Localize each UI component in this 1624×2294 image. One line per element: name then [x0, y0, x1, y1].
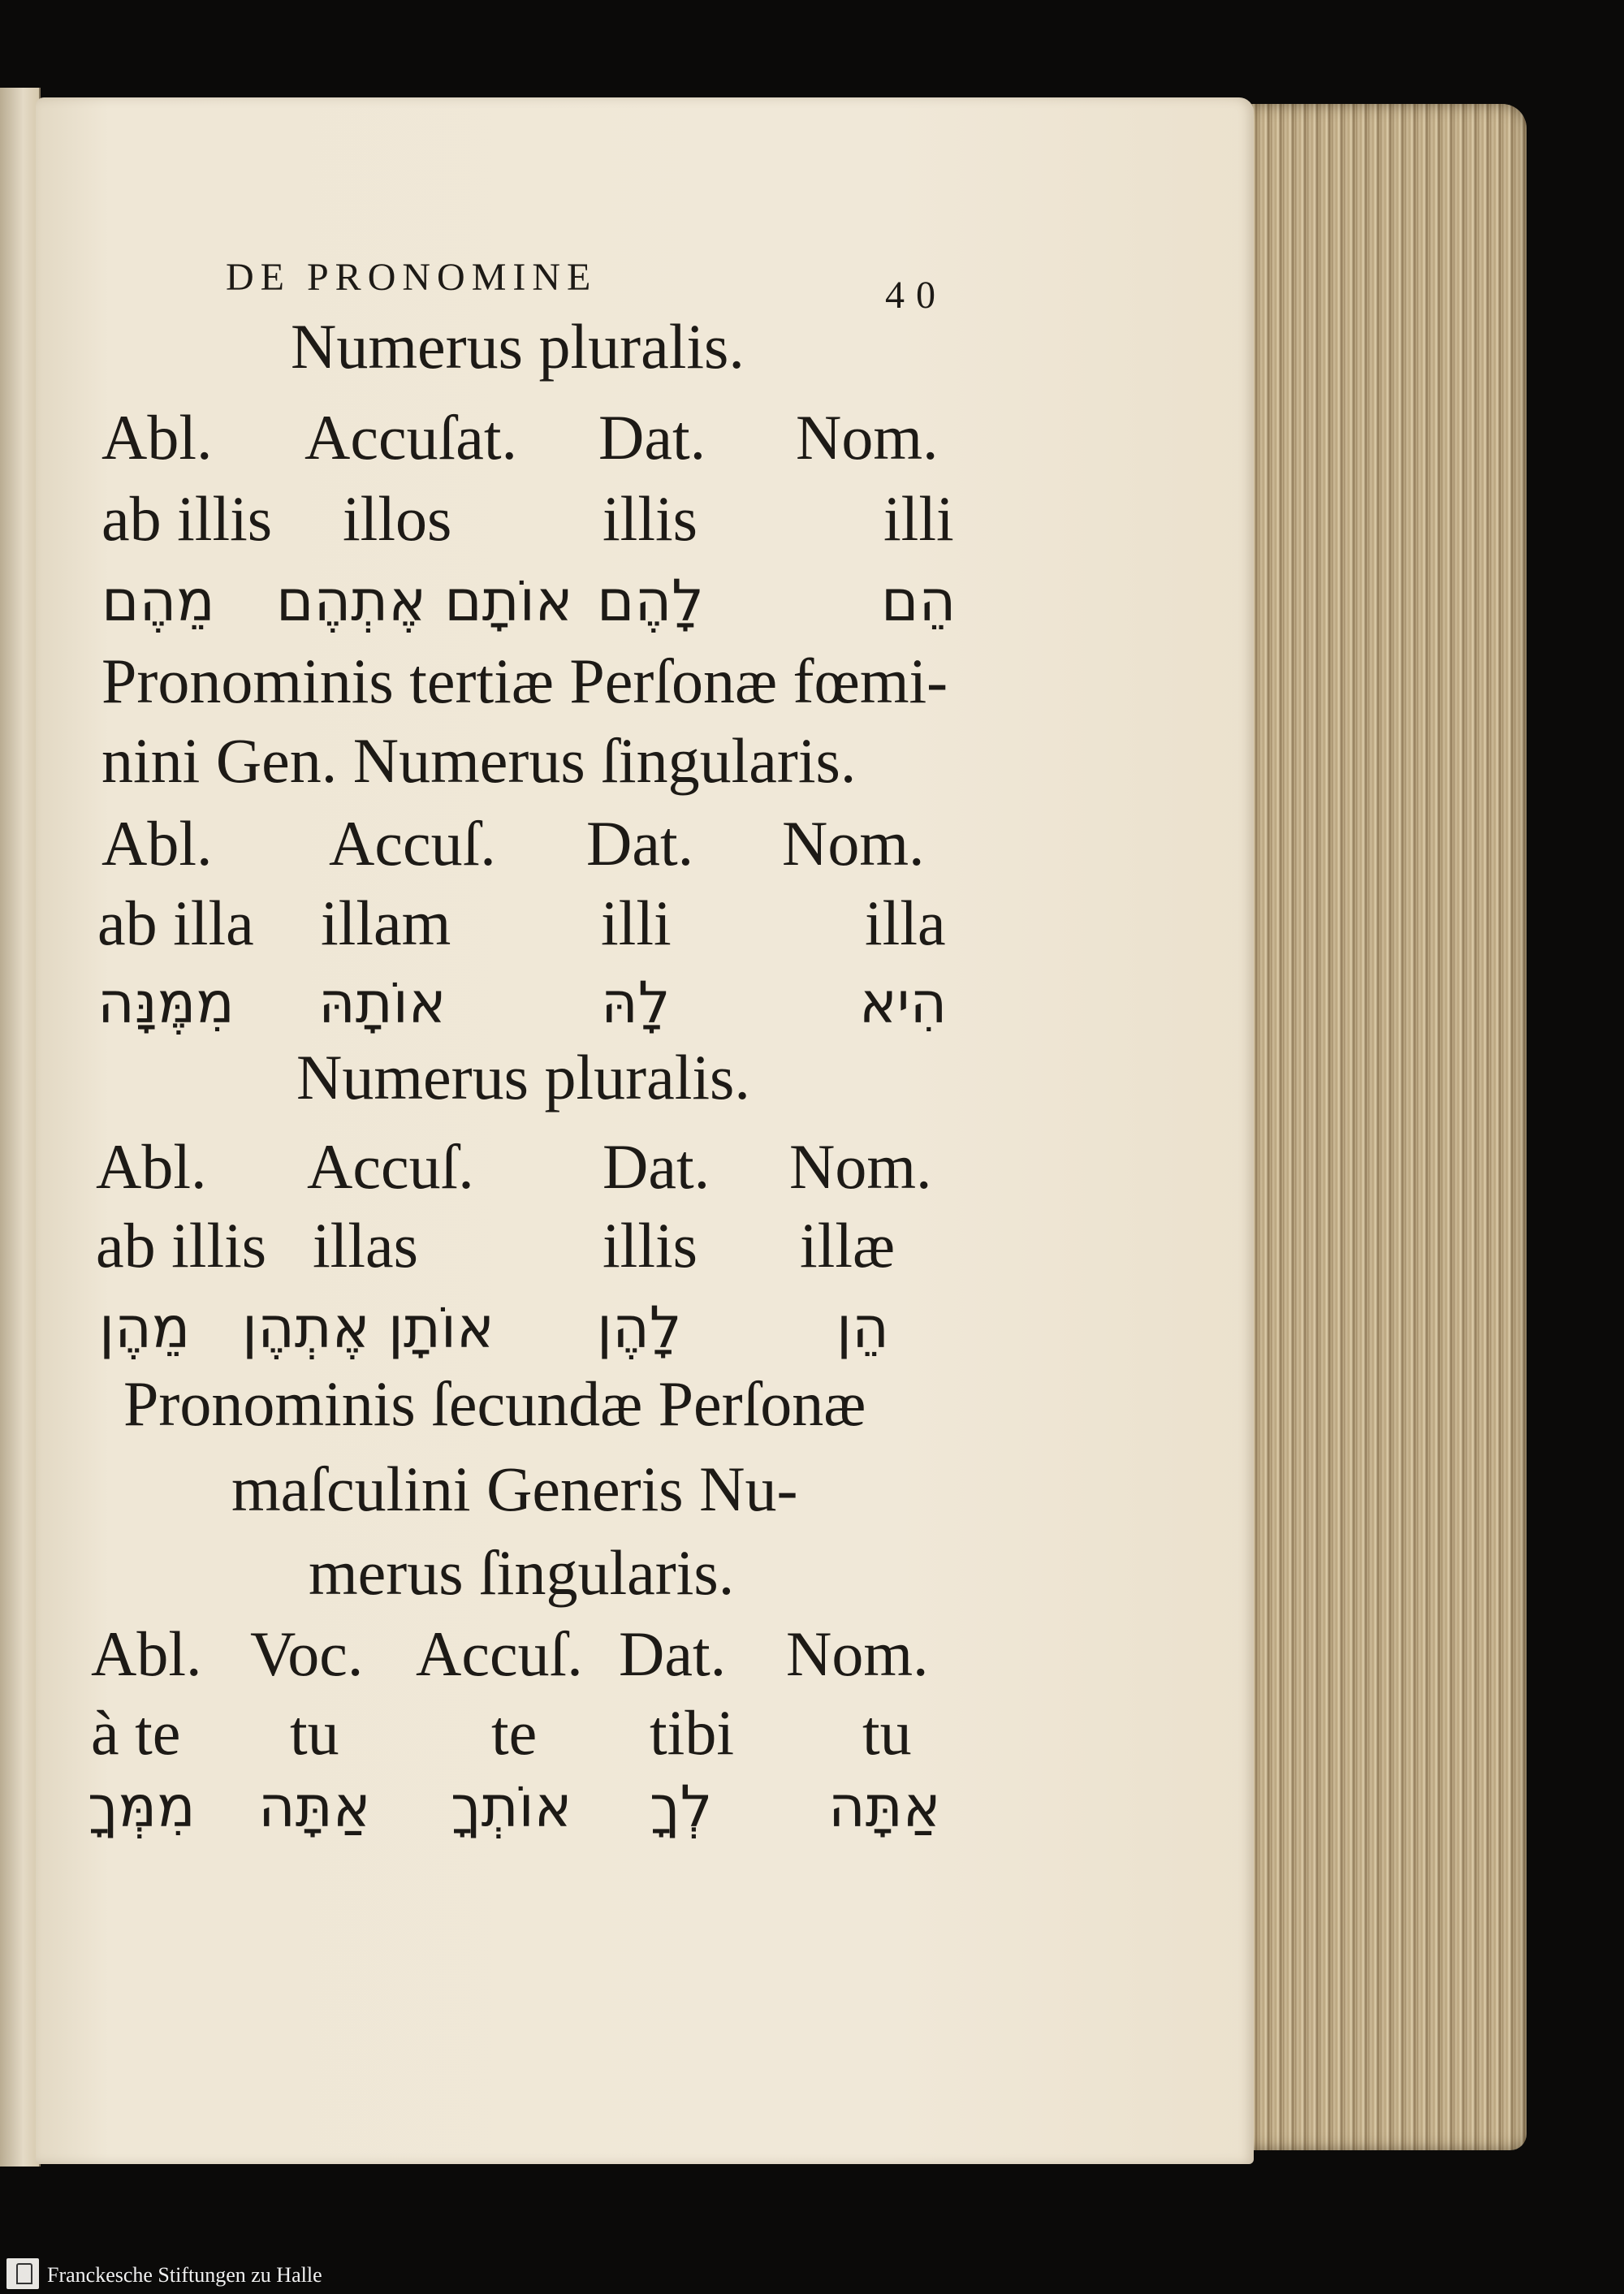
case-abl-header: Abl.: [96, 1131, 207, 1202]
latin-form: illis: [603, 1210, 698, 1281]
hebrew-form: הֵן: [836, 1294, 889, 1361]
hebrew-form: אוֹתָהּ: [318, 970, 447, 1036]
hebrew-form: הֵם: [881, 568, 957, 634]
case-dat-header: Dat.: [619, 1618, 727, 1689]
case-dat-header: Dat.: [586, 808, 694, 879]
case-dat-header: Dat.: [603, 1131, 710, 1202]
section-heading-line: Pronominis tertiæ Perſonæ fœmi-: [102, 646, 948, 716]
latin-form: ab illa: [97, 888, 254, 958]
section-heading-line: nini Gen. Numerus ſingularis.: [102, 725, 857, 796]
case-abl-header: Abl.: [91, 1618, 202, 1689]
case-acc-header: Accuſat.: [304, 402, 518, 473]
latin-form: illis: [603, 483, 698, 554]
section-heading-line: merus ſingularis.: [309, 1537, 735, 1608]
section-heading-line: Pronominis ſecundæ Perſonæ: [123, 1368, 866, 1439]
latin-form: illas: [313, 1210, 418, 1281]
latin-form: illæ: [800, 1210, 896, 1281]
hebrew-form: הִיא: [859, 970, 948, 1036]
latin-form: te: [491, 1697, 538, 1768]
hebrew-form: מִמְּךָ: [88, 1773, 196, 1840]
hebrew-form: אוֹתָן אֶתְהֶן: [242, 1294, 495, 1361]
hebrew-form: לָהּ: [601, 970, 671, 1036]
hebrew-form: מֵהֶם: [102, 568, 215, 634]
hebrew-form: לְךָ: [650, 1773, 713, 1840]
case-abl-header: Abl.: [102, 808, 213, 879]
hebrew-form: מֵהֶן: [99, 1294, 191, 1361]
case-dat-header: Dat.: [598, 402, 706, 473]
running-head: DE PRONOMINE: [226, 256, 598, 299]
case-voc-header: Voc.: [250, 1618, 364, 1689]
section-title: Numerus pluralis.: [291, 311, 745, 382]
hebrew-form: אוֹתָם אֶתְהֶם: [276, 568, 573, 634]
hebrew-form: אַתָּה: [258, 1773, 371, 1840]
section-heading-line: maſculini Generis Nu-: [231, 1454, 798, 1524]
latin-form: tibi: [650, 1697, 735, 1768]
latin-form: illam: [321, 888, 451, 958]
latin-form: ab illis: [102, 483, 273, 554]
latin-form: illi: [601, 888, 672, 958]
latin-form: à te: [91, 1697, 181, 1768]
case-acc-header: Accuſ.: [329, 808, 496, 879]
section-title: Numerus pluralis.: [296, 1042, 750, 1112]
page-block-edges: [1234, 104, 1527, 2150]
hebrew-form: אוֹתְךָ: [451, 1773, 572, 1840]
latin-form: illa: [865, 888, 946, 958]
case-nom-header: Nom.: [786, 1618, 929, 1689]
institution-logo-icon: [6, 2258, 39, 2289]
hebrew-form: לָהֶן: [597, 1294, 682, 1361]
latin-form: ab illis: [96, 1210, 267, 1281]
left-page-edge: [0, 88, 41, 2167]
case-abl-header: Abl.: [102, 402, 213, 473]
hebrew-form: אַתָּה: [828, 1773, 941, 1840]
hebrew-form: לָהֶם: [597, 568, 704, 634]
latin-form: tu: [290, 1697, 339, 1768]
institution-label: Franckesche Stiftungen zu Halle: [47, 2263, 322, 2287]
case-nom-header: Nom.: [782, 808, 925, 879]
latin-form: illos: [343, 483, 452, 554]
archive-footer: [0, 2253, 1624, 2294]
case-acc-header: Accuſ.: [307, 1131, 474, 1202]
case-acc-header: Accuſ.: [416, 1618, 583, 1689]
case-nom-header: Nom.: [796, 402, 939, 473]
hebrew-form: מִמֶּנָּה: [97, 970, 235, 1036]
case-nom-header: Nom.: [789, 1131, 932, 1202]
page-number: 40: [885, 274, 947, 317]
latin-form: tu: [862, 1697, 912, 1768]
latin-form: illi: [883, 483, 954, 554]
